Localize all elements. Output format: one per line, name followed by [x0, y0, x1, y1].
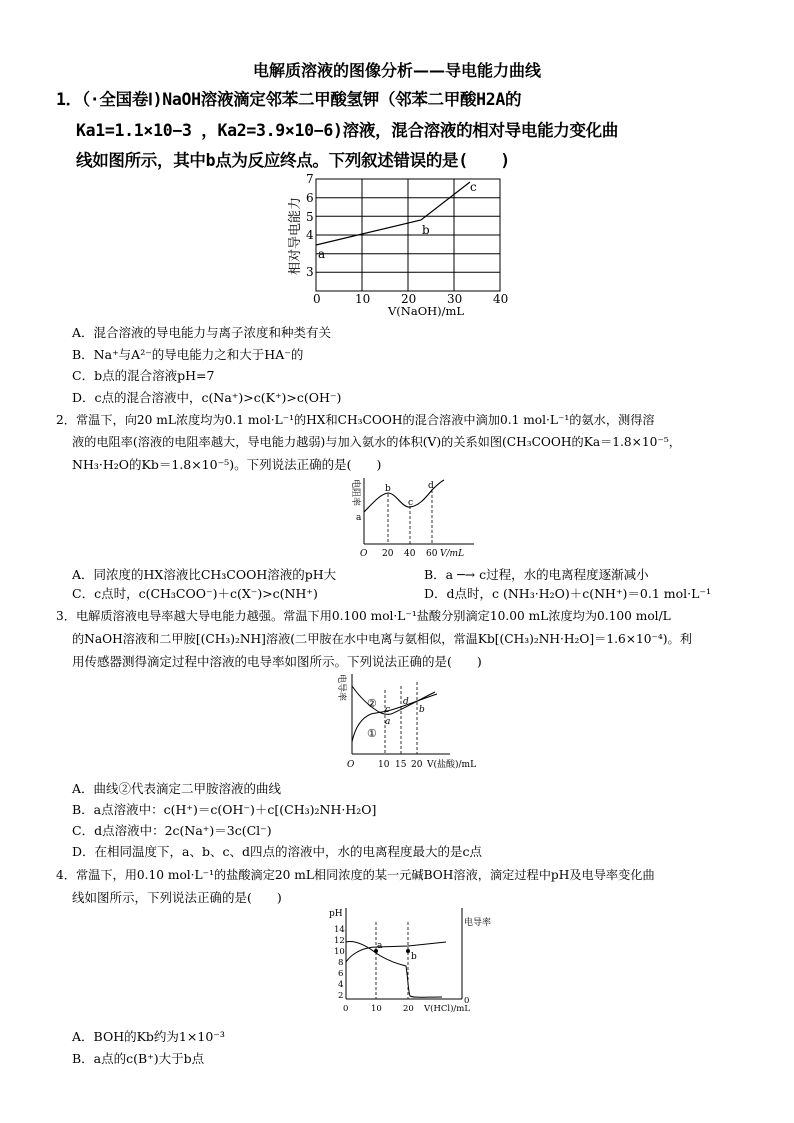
q2-option-b: B．a ─→ c过程，水的电离程度逐渐减小 — [424, 567, 649, 582]
q3-point-c: c — [385, 705, 391, 715]
q2-xtick: O — [360, 549, 368, 559]
q1-ytick: 7 — [306, 172, 314, 186]
q2-xlabel: V/mL — [440, 549, 465, 559]
q4-point-a: a — [377, 941, 383, 951]
q3-ylabel: 电导率 — [336, 674, 346, 702]
q3-option-c: C．d点溶液中：2c(Na⁺)＝3c(Cl⁻) — [72, 823, 272, 838]
q4-ylabel-conductivity: 电导率 — [464, 918, 492, 928]
q1-option-a: A．混合溶液的导电能力与离子浓度和种类有关 — [72, 325, 332, 340]
q3-stem-line1: 3．电解质溶液电导率越大导电能力越强。常温下用0.100 mol·L⁻¹盐酸分别滴定10.00 mL浓度均为0.100 mol/L — [56, 609, 671, 623]
q3-xtick: O — [347, 760, 355, 770]
q3-option-b: B．a点溶液中：c(H⁺)＝c(OH⁻)＋c[(CH₃)₂NH·H₂O] — [72, 802, 377, 817]
q1-xlabel: V(NaOH)/mL — [388, 304, 465, 318]
q1-ytick: 5 — [306, 210, 314, 224]
q1-xtick: 20 — [401, 292, 417, 306]
q3-stem-line3: 用传感器测得滴定过程中溶液的电导率如图所示。下列说法正确的是( ) — [72, 654, 482, 669]
q1-point-a: a — [318, 247, 326, 261]
q1-option-d: D．c点的混合溶液中，c(Na⁺)>c(K⁺)>c(OH⁻) — [72, 390, 342, 405]
q4-point-b: b — [411, 952, 417, 962]
q2-option-a: A．同浓度的HX溶液比CH₃COOH溶液的pH大 — [72, 567, 337, 582]
q4-ytick: 4 — [338, 980, 344, 990]
page-title: 电解质溶液的图像分析——导电能力曲线 — [252, 61, 541, 80]
q1-xtick: 0 — [313, 292, 321, 306]
q3-xtick: 15 — [395, 760, 407, 770]
q1-option-c: C．b点的混合溶液pH=7 — [72, 368, 215, 383]
q2-point-a: a — [356, 513, 362, 523]
q2-xtick: 20 — [382, 549, 394, 559]
q4-option-b: B．a点的c(B⁺)大于b点 — [72, 1051, 205, 1066]
q1-stem-line2: Ka1=1.1×10−3 ，Ka2=3.9×10−6)溶液，混合溶液的相对导电能力变化曲 — [76, 121, 619, 140]
q3-option-d: D．在相同温度下，a、b、c、d四点的溶液中，水的电离程度最大的是c点 — [72, 844, 482, 859]
q3-option-a: A．曲线②代表滴定二甲胺溶液的曲线 — [72, 781, 282, 796]
q2-option-c: C．c点时，c(CH₃COO⁻)＋c(X⁻)>c(NH⁺) — [72, 586, 318, 601]
q4-ytick: 8 — [338, 958, 344, 968]
q4-stem-line2: 线如图所示，下列说法正确的是( ) — [72, 890, 282, 905]
q1-ytick: 4 — [306, 228, 314, 242]
q1-point-c: c — [470, 180, 477, 194]
q1-ytick: 3 — [306, 265, 314, 279]
q3-curve-1: ① — [367, 727, 377, 740]
q3-point-a: a — [385, 717, 391, 727]
q1-xtick: 40 — [493, 292, 509, 306]
q2-option-d: D．d点时，c (NH₃·H₂O)＋c(NH⁺)＝0.1 mol·L⁻¹ — [424, 586, 712, 601]
q3-chart — [335, 672, 495, 774]
q4-xtick: 0 — [343, 1004, 349, 1014]
q2-stem-line3: NH₃·H₂O的Kb＝1.8×10⁻⁵)。下列说法正确的是( ) — [72, 457, 382, 472]
q4-ytick: 14 — [334, 925, 345, 935]
q4-xtick: 10 — [371, 1004, 382, 1014]
q4-ytick: 12 — [334, 936, 345, 946]
q3-xlabel: V(盐酸)/mL — [427, 760, 477, 770]
q2-point-c: c — [408, 498, 414, 508]
q1-ylabel: 相对导电能力 — [288, 196, 303, 275]
q1-stem-line1: 1．（·全国卷Ⅰ)NaOH溶液滴定邻苯二甲酸氢钾（邻苯二甲酸H2A的 — [56, 90, 522, 109]
q3-curve-2: ② — [367, 697, 377, 710]
q4-chart — [324, 904, 524, 1022]
q3-point-b: b — [419, 705, 425, 715]
q1-chart — [280, 172, 520, 320]
q4-ylabel-ph: pH — [329, 909, 343, 919]
q4-ytick: 10 — [334, 947, 345, 957]
q2-ylabel: 电阻率 — [350, 479, 360, 507]
q1-xtick: 10 — [355, 292, 371, 306]
q2-stem-line1: 2．常温下，向20 mL浓度均为0.1 mol·L⁻¹的HX和CH₃COOH的混合溶液中滴加0.1 mol·L⁻¹的氨水，测得溶 — [56, 413, 655, 427]
q4-ytick: 2 — [338, 991, 344, 1001]
q2-point-b: b — [385, 484, 391, 494]
q2-xtick: 60 — [426, 549, 438, 559]
q1-point-b: b — [422, 223, 430, 237]
q3-stem-line2: 的NaOH溶液和二甲胺[(CH₃)₂NH]溶液(二甲胺在水中电离与氨相似，常温Kb[(CH₃)₂NH·H₂O]＝1.6×10⁻⁴)。利 — [72, 632, 692, 646]
q4-xlabel: V(HCl)/mL — [424, 1004, 470, 1014]
q1-ytick: 6 — [306, 191, 314, 205]
q3-xtick: 10 — [378, 760, 390, 770]
q2-chart — [350, 476, 480, 560]
q4-option-a: A．BOH的Kb约为1×10⁻³ — [72, 1029, 225, 1044]
q1-option-b: B．Na⁺与A²⁻的导电能力之和大于HA⁻的 — [72, 347, 304, 362]
q2-xtick: 40 — [404, 549, 416, 559]
q4-stem-line1: 4．常温下，用0.10 mol·L⁻¹的盐酸滴定20 mL相同浓度的某一元碱BOH溶液，滴定过程中pH及电导率变化曲 — [56, 868, 655, 882]
q4-ytick: 6 — [338, 969, 344, 979]
q3-point-d: d — [403, 697, 409, 707]
q1-stem-line3: 线如图所示，其中b点为反应终点。下列叙述错误的是( ) — [76, 151, 510, 170]
q1-xtick: 30 — [447, 292, 463, 306]
q2-stem-line2: 液的电阻率(溶液的电阻率越大，导电能力越弱)与加入氨水的体积(V)的关系如图(CH₃COOH的Ka＝1.8×10⁻⁵， — [72, 435, 681, 449]
q4-right-zero: 0 — [464, 996, 470, 1006]
q2-point-d: d — [428, 481, 434, 491]
q4-xtick: 20 — [403, 1004, 414, 1014]
q3-xtick: 20 — [411, 760, 423, 770]
